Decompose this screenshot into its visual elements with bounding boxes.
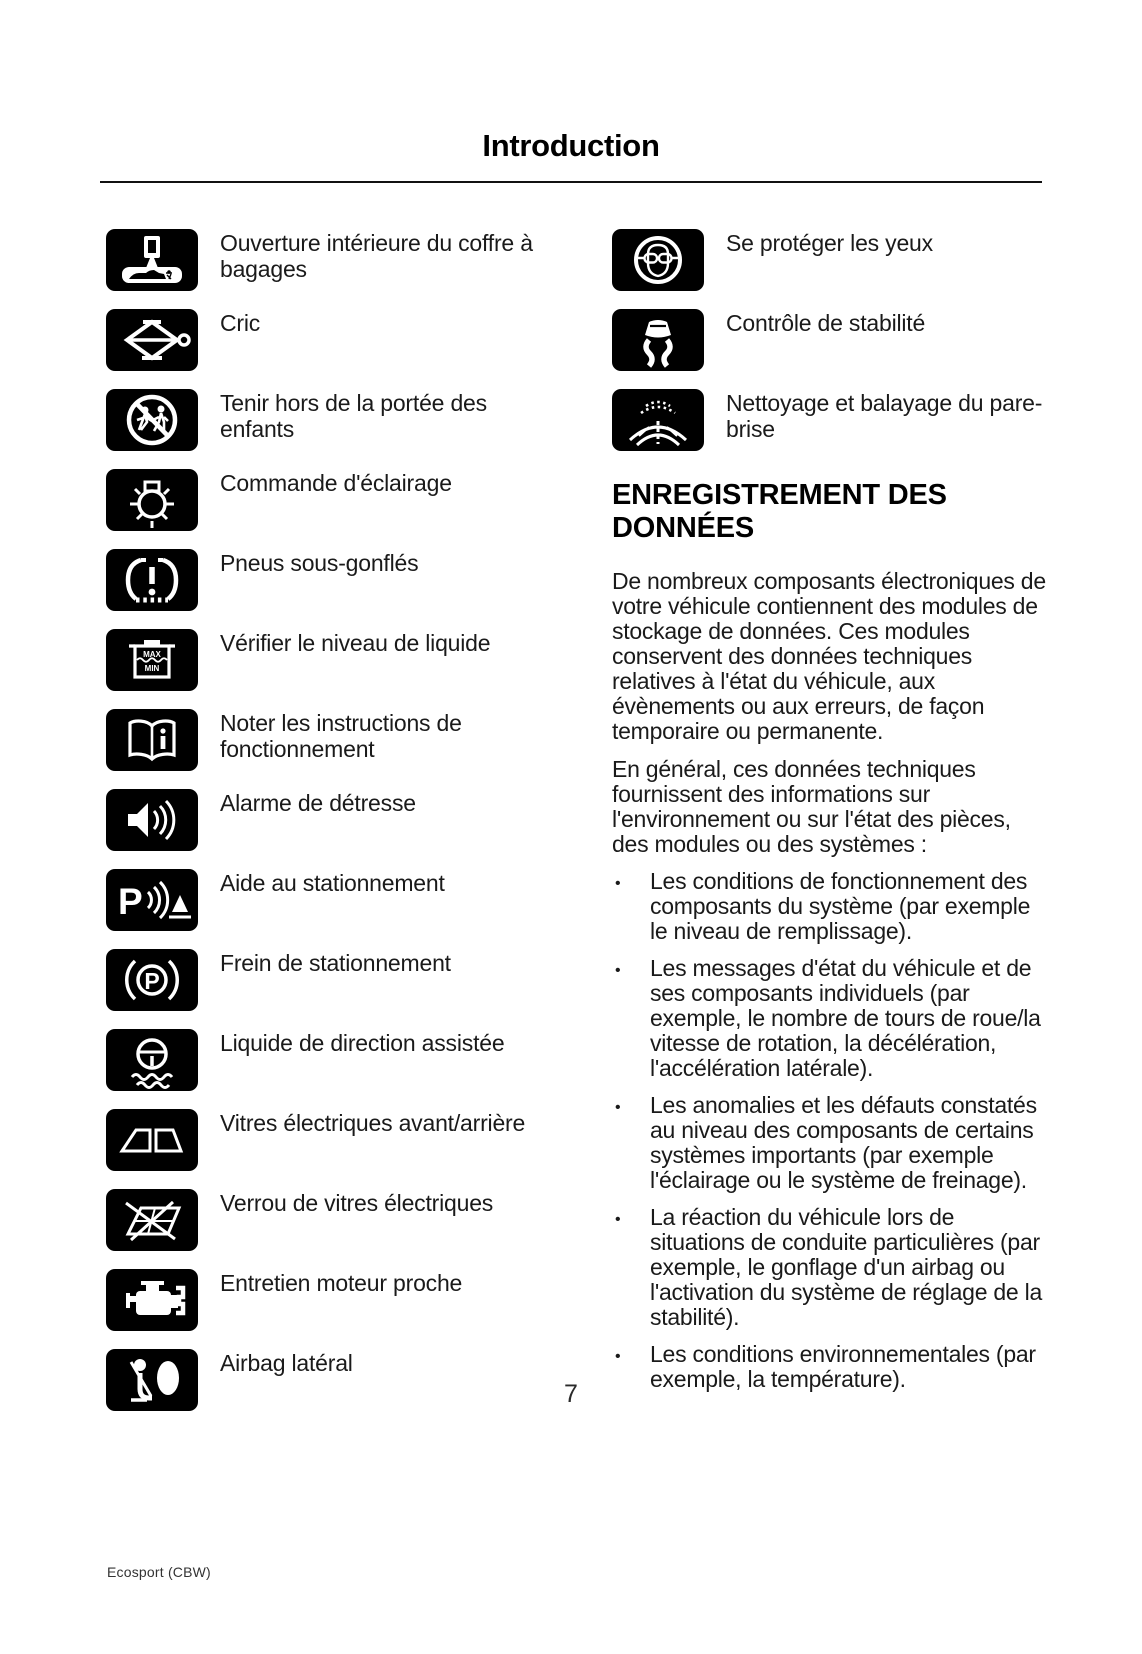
page-number: 7 bbox=[564, 1380, 578, 1408]
symbol-label: Se protéger les yeux bbox=[726, 230, 933, 256]
symbol-label: Pneus sous-gonflés bbox=[220, 550, 419, 576]
symbol-label: Liquide de direction assistée bbox=[220, 1030, 505, 1056]
symbol-row bbox=[106, 389, 554, 451]
content-column-right bbox=[612, 229, 1048, 1392]
symbol-label: Tenir hors de la portée des enfants bbox=[220, 390, 487, 442]
symbol-row bbox=[106, 549, 554, 611]
bullet-item: • Les conditions environnementales (par exemple, la température). bbox=[612, 1342, 1048, 1392]
distress-alarm-icon bbox=[106, 789, 198, 851]
check-fluid-level-icon bbox=[106, 629, 198, 691]
symbol-label: Aide au stationnement bbox=[220, 870, 445, 896]
symbol-label: Vérifier le niveau de liquide bbox=[220, 630, 491, 656]
power-steering-fluid-icon bbox=[106, 1029, 198, 1091]
symbol-row bbox=[106, 229, 554, 291]
symbol-row bbox=[106, 1269, 554, 1331]
symbol-row bbox=[106, 709, 554, 771]
symbol-row bbox=[106, 869, 554, 931]
eye-protection-icon bbox=[612, 229, 704, 291]
data-recording-paragraph: En général, ces données techniques fournissent des informations sur l'environnement ou sur l'état des pièces, des modules ou des systèmes : bbox=[612, 756, 1011, 858]
symbol-label: Vitres électriques avant/arrière bbox=[220, 1110, 526, 1136]
data-recording-bullet-list bbox=[612, 869, 1048, 1392]
stability-control-icon bbox=[612, 309, 704, 371]
windshield-wash-wipe-icon bbox=[612, 389, 704, 451]
symbol-column-left bbox=[106, 229, 554, 1429]
footer-model-code: Ecosport (CBW) bbox=[107, 1564, 211, 1580]
page-title: Introduction bbox=[482, 128, 660, 163]
svg-text:P: P bbox=[144, 968, 160, 994]
data-recording-paragraph: De nombreux composants électroniques de votre véhicule contiennent des modules de stockage de données. Ces modules conservent des données techniques relatives à l'état du véhicule, aux évènements ou aux erreurs, de façon temporaire ou permanente. bbox=[612, 568, 1046, 745]
symbol-row bbox=[106, 789, 554, 851]
keep-away-from-children-icon bbox=[106, 389, 198, 451]
section-heading-data-recording: ENREGISTREMENT DES DONNÉES bbox=[612, 479, 947, 544]
symbol-row bbox=[106, 469, 554, 531]
symbol-label: Frein de stationnement bbox=[220, 950, 451, 976]
symbol-label: Commande d'éclairage bbox=[220, 470, 452, 496]
symbol-row bbox=[612, 309, 1048, 371]
symbol-label: Nettoyage et balayage du pare-brise bbox=[726, 390, 1043, 442]
symbol-label: Verrou de vitres électriques bbox=[220, 1190, 494, 1216]
title-divider bbox=[100, 181, 1042, 183]
bullet-item: • Les conditions de fonctionnement des composants du système (par exemple le niveau de remplissage). bbox=[612, 869, 1048, 944]
svg-text:MIN: MIN bbox=[144, 664, 160, 673]
parking-brake-icon bbox=[106, 949, 198, 1011]
bullet-item: • La réaction du véhicule lors de situations de conduite particulières (par exemple, le gonflage d'un airbag ou l'activation du système de réglage de la stabilité). bbox=[612, 1205, 1048, 1330]
low-tire-pressure-icon bbox=[106, 549, 198, 611]
symbol-label: Contrôle de stabilité bbox=[726, 310, 926, 336]
symbol-row bbox=[106, 1189, 554, 1251]
symbol-row bbox=[612, 229, 1048, 291]
parking-aid-icon bbox=[106, 869, 198, 931]
svg-text:MAX: MAX bbox=[143, 650, 161, 659]
power-window-lock-icon bbox=[106, 1189, 198, 1251]
symbol-label: Ouverture intérieure du coffre à bagages bbox=[220, 230, 533, 282]
engine-service-icon bbox=[106, 1269, 198, 1331]
power-windows-icon bbox=[106, 1109, 198, 1171]
jack-icon bbox=[106, 309, 198, 371]
symbol-label: Noter les instructions de fonctionnement bbox=[220, 710, 462, 762]
bullet-item: • Les messages d'état du véhicule et de ses composants individuels (par exemple, le nombre de tours de roue/la vitesse de rotation, la décélération, l'accélération latérale). bbox=[612, 956, 1048, 1081]
symbol-label: Alarme de détresse bbox=[220, 790, 416, 816]
operating-instructions-book-icon bbox=[106, 709, 198, 771]
symbol-label: Entretien moteur proche bbox=[220, 1270, 463, 1296]
symbol-row bbox=[106, 629, 554, 691]
symbol-label: Airbag latéral bbox=[220, 1350, 353, 1376]
symbol-label: Cric bbox=[220, 310, 261, 336]
bullet-item: • Les anomalies et les défauts constatés au niveau des composants de certains systèmes importants (par exemple l'éclairage ou le système de freinage). bbox=[612, 1093, 1048, 1193]
symbol-row bbox=[106, 1029, 554, 1091]
symbol-row bbox=[106, 309, 554, 371]
trunk-interior-release-icon bbox=[106, 229, 198, 291]
symbol-row bbox=[106, 949, 554, 1011]
symbol-row bbox=[612, 389, 1048, 451]
svg-text:P: P bbox=[118, 881, 143, 922]
lighting-control-icon bbox=[106, 469, 198, 531]
symbol-row bbox=[106, 1109, 554, 1171]
